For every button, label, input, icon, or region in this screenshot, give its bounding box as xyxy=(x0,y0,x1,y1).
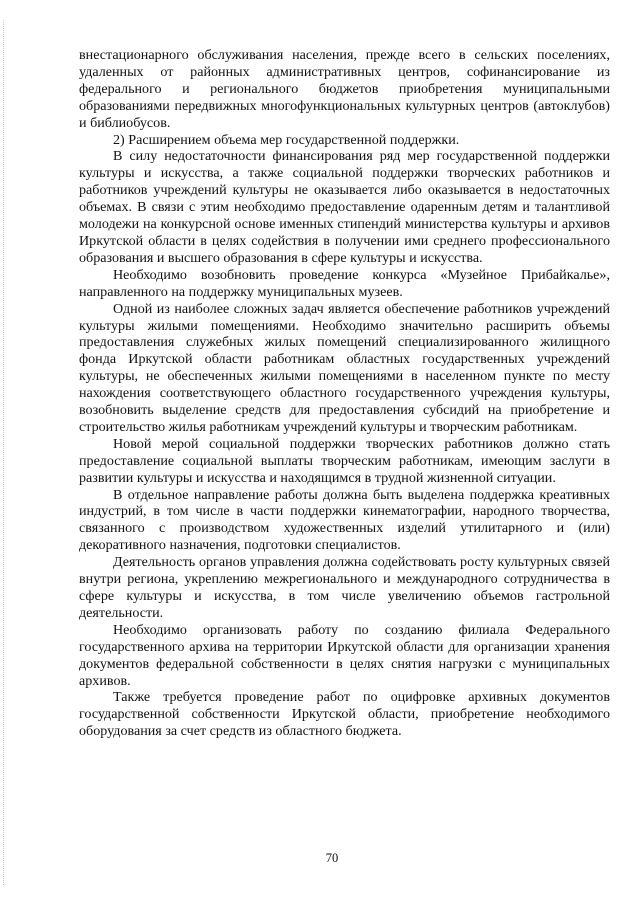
paragraph: В силу недостаточности финансирования ряд мер государственной поддержки культуры и искусства, а также социальной поддержки творческих работников и работников учреждений культуры не оказывается либо оказывается в недостаточных объемах. В связи с этим необходимо предоставление одаренным детям и талантливой молодежи на конкурсной основе именных стипендий министерства культуры и архивов Иркутской области в целях содействия в получении ими среднего профессионального образования и высшего образования в сфере культуры и искусства. xyxy=(79,148,610,266)
paragraph: Необходимо возобновить проведение конкурса «Музейное Прибайкалье», направленного на поддержку муниципальных музеев. xyxy=(79,266,610,300)
paragraph: Деятельность органов управления должна содействовать росту культурных связей внутри региона, укреплению межрегионального и международного сотрудничества в сфере культуры и искусства, в том числе увеличению объемов гастрольной деятельности. xyxy=(79,554,610,621)
paragraph: 2) Расширением объема мер государственной поддержки. xyxy=(113,131,460,148)
paragraph: Также требуется проведение работ по оцифровке архивных документов государственной собственности Иркутской области, приобретение необходимого оборудования за счет средств из областного бюджета. xyxy=(79,689,610,740)
paragraph: В отдельное направление работы должна быть выделена поддержка креативных индустрий, в том числе в части поддержки кинематографии, народного творчества, связанного с производством художественных изделий утилитарного и (или) декоративного назначения, подготовки специалистов. xyxy=(79,486,610,554)
scan-edge-marks xyxy=(3,20,5,885)
body-text xyxy=(79,47,610,740)
paragraph: Одной из наиболее сложных задач является обеспечение работников учреждений культуры жилыми помещениями. Необходимо значительно расширить объемы предоставления служебных жилых помещений специализированного жилищного фонда Иркутской области работникам областных государственных учреждений культуры, не обеспеченных жилыми помещениями в населенном пункте по месту нахождения соответствующего областного государственного учреждения культуры, возобновить выделение средств для предоставления субсидий на приобретение и строительство жилья работникам учреждений культуры и творческим работникам. xyxy=(79,300,610,435)
paragraph: внестационарного обслуживания населения, прежде всего в сельских поселениях, удаленных от районных административных центров, софинансирование из федерального и регионального бюджетов приобретения муниципальными образованиями передвижных многофункциональных культурных центров (автоклубов) и библиобусов. xyxy=(79,47,610,131)
paragraph: Необходимо организовать работу по созданию филиала Федерального государственного архива на территории Иркутской области для организации хранения документов федеральной собственности в целях снятия нагрузки с муниципальных архивов. xyxy=(79,621,610,689)
page-number: 70 xyxy=(325,851,339,865)
paragraph: Новой мерой социальной поддержки творческих работников должно стать предоставление социальной выплаты творческим работникам, имеющим заслуги в развитии культуры и искусства и находящимся в трудной жизненной ситуации. xyxy=(79,435,610,486)
